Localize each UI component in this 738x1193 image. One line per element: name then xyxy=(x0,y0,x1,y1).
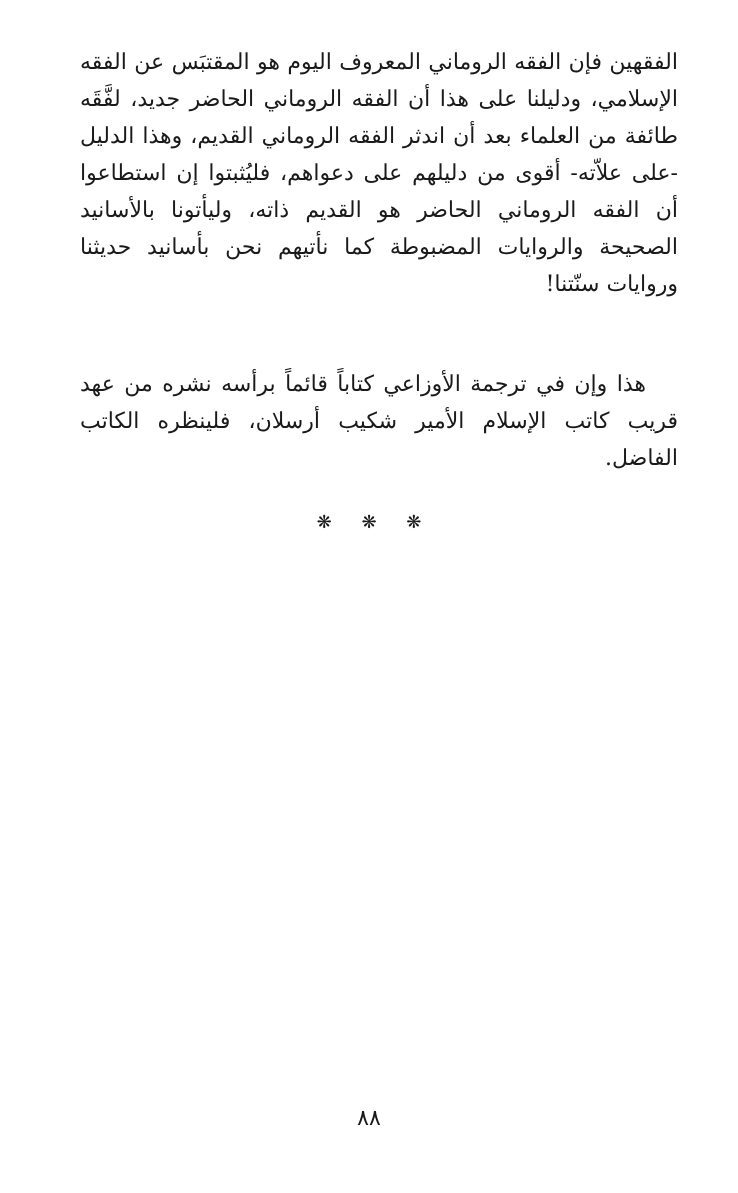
page-number: ٨٨ xyxy=(357,1106,381,1131)
asterisk-ornament-icon: ❋ xyxy=(406,512,422,533)
paragraph-1: الفقهين فإن الفقه الروماني المعروف اليوم هو المقتبَس عن الفقه الإسلامي، ودليلنا على هذا أن الفقه الروماني الحاضر جديد، لفَّقَه طائفة من العلماء بعد أن اندثر الفقه الروماني القديم، وهذا الدليل -على علاّته- أقوى من دليلهم على دعواهم، فليُثبتوا إن استطاعوا أن الفقه الروماني الحاضر هو القديم ذاته، وليأتونا بالأسانيد الصحيحة والروايات المضبوطة كما نأتيهم نحن بأسانيد حديثنا وروايات سنّتنا! xyxy=(80,50,678,297)
asterisk-ornament-icon: ❋ xyxy=(316,512,332,533)
paragraph-2: هذا وإن في ترجمة الأوزاعي كتاباً قائماً برأسه نشره من عهد قريب كاتب الإسلام الأمير شكيب أرسلان، فلينظره الكاتب الفاضل. xyxy=(80,372,678,471)
section-separator xyxy=(0,512,738,533)
asterisk-ornament-icon: ❋ xyxy=(361,512,377,533)
